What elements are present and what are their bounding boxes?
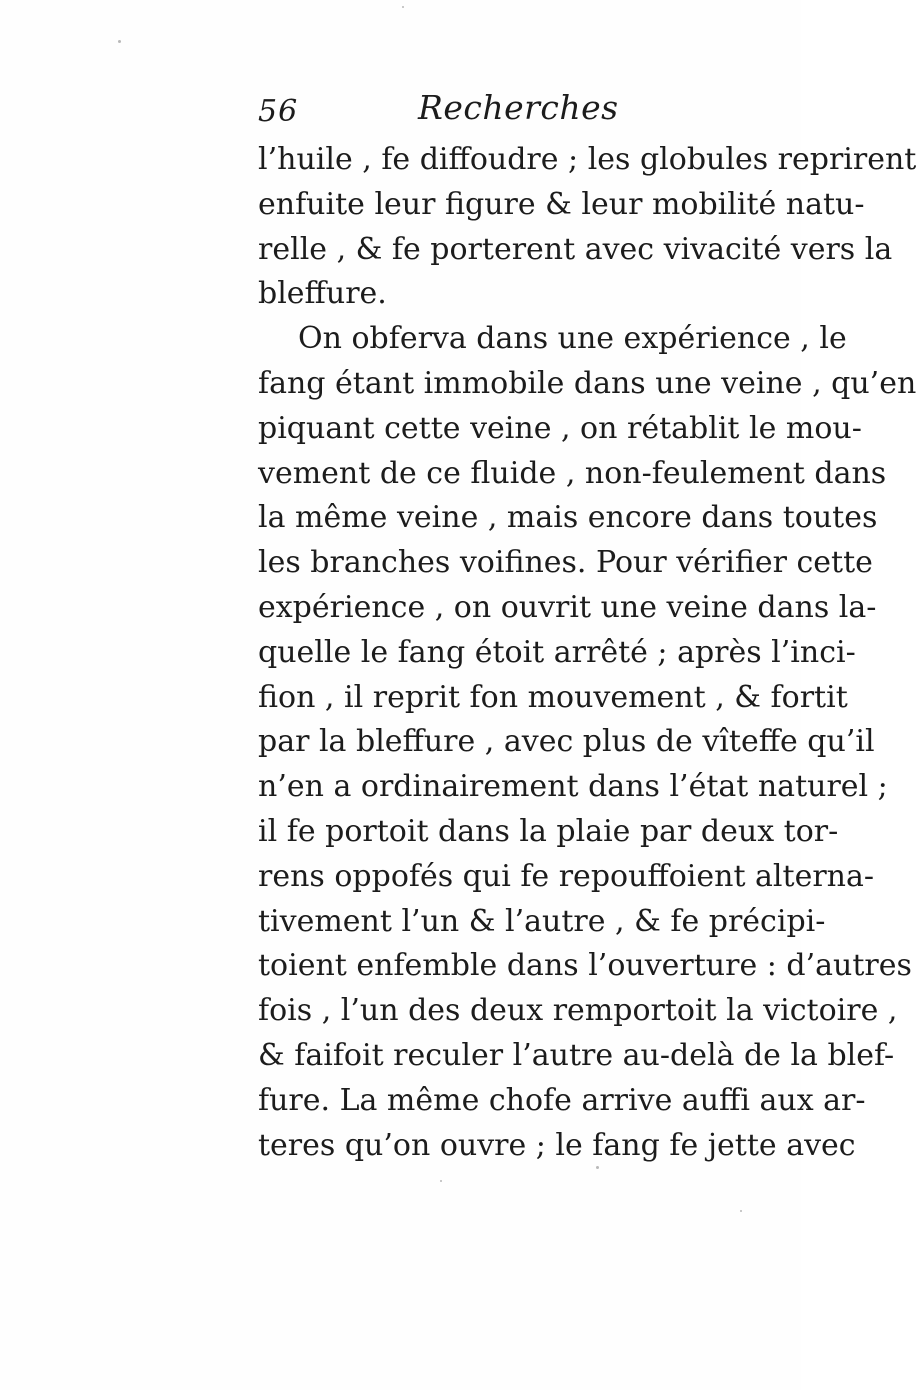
text-line: la même veine , mais encore dans toutes (258, 500, 878, 536)
text-line: les branches voifines. Pour vérifier cette (258, 545, 873, 581)
text-line: fois , l’un des deux remportoit la victoire , (258, 993, 898, 1029)
text-line: par la bleffure , avec plus de vîteffe qu’il (258, 724, 875, 760)
paper-speck (596, 1166, 599, 1169)
text-line: fion , il reprit fon mouvement , & fortit (258, 679, 848, 715)
paragraph-start-line: On obferva dans une expérience , le (298, 321, 847, 357)
text-line: toient enfemble dans l’ouverture : d’autres (258, 948, 912, 984)
body-text (258, 138, 916, 1168)
text-line: l’huile , fe diffoudre ; les globules reprirent (258, 142, 916, 177)
page-number: 56 (258, 94, 299, 129)
text-line: quelle le fang étoit arrêté ; après l’inci- (258, 634, 856, 670)
text-line: teres qu’on ouvre ; le fang fe jette avec (258, 1127, 856, 1163)
text-line: il fe portoit dans la plaie par deux tor- (258, 813, 839, 849)
text-line: fure. La même chofe arrive auffi aux ar- (258, 1082, 866, 1118)
text-line: relle , & fe porterent avec vivacité vers la (258, 231, 893, 267)
text-line: enfuite leur figure & leur mobilité natu- (258, 186, 865, 222)
text-line: n’en a ordinairement dans l’état naturel ; (258, 769, 888, 805)
paper-speck (402, 6, 404, 8)
running-title: Recherches (418, 88, 619, 127)
paper-speck (740, 1210, 742, 1212)
text-line: tivement l’un & l’autre , & fe précipi- (258, 903, 826, 939)
text-line: fang étant immobile dans une veine , qu’en (258, 365, 916, 401)
paper-speck (118, 40, 121, 43)
text-line: & faifoit reculer l’autre au-delà de la blef- (258, 1037, 895, 1073)
paper-speck (440, 1180, 442, 1182)
text-line: piquant cette veine , on rétablit le mou- (258, 410, 862, 446)
text-line: rens oppofés qui fe repouffoient alterna- (258, 858, 875, 894)
text-line: expérience , on ouvrit une veine dans la- (258, 589, 877, 625)
text-line: bleffure. (258, 276, 387, 312)
running-head (258, 88, 778, 128)
text-line: vement de ce fluide , non-feulement dans (258, 455, 887, 491)
